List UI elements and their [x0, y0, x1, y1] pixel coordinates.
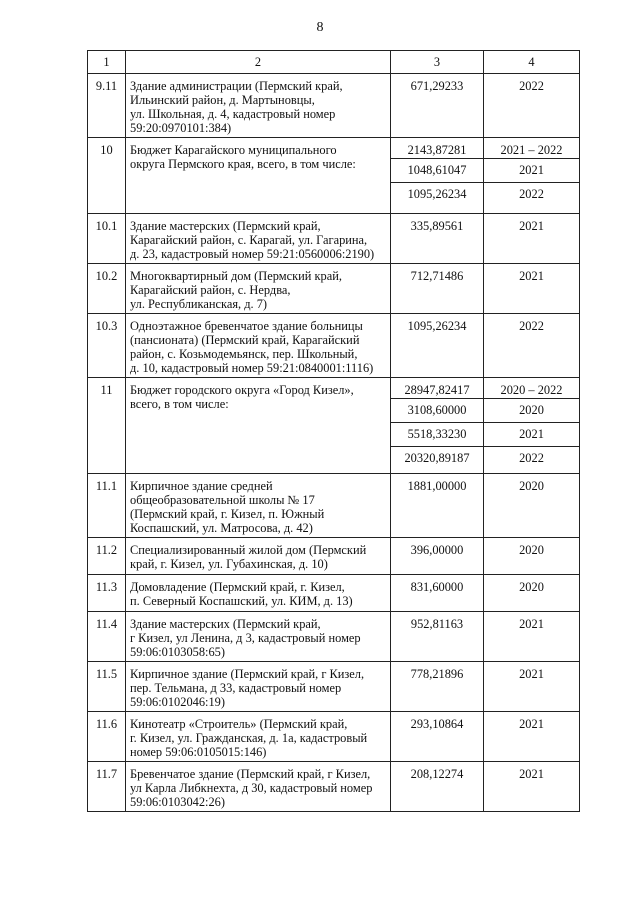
- table-row: [88, 538, 580, 575]
- object-description: Многоквартирный дом (Пермский край, Карагайский район, с. Нердва, ул. Республиканская, д. 7): [126, 264, 391, 314]
- year-cell: 2021: [484, 762, 580, 812]
- year-cell: 2021: [484, 712, 580, 762]
- year-cell: [484, 378, 580, 474]
- object-description: Здание администрации (Пермский край, Ильинский район, д. Мартыновцы, ул. Школьная, д. 4, кадастровый номер 59:20:0970101:384): [126, 74, 391, 138]
- table-header-row: [88, 51, 580, 74]
- amount-cell: 208,12274: [391, 762, 484, 812]
- table-row: [88, 264, 580, 314]
- year-cell: 2021: [484, 612, 580, 662]
- year-value: 2022: [484, 182, 579, 206]
- year-cell: 2021: [484, 264, 580, 314]
- header-cell: 2: [126, 51, 391, 74]
- row-number: 11.4: [88, 612, 126, 662]
- header-cell: 1: [88, 51, 126, 74]
- row-number: 11.3: [88, 575, 126, 612]
- row-number: 10.1: [88, 214, 126, 264]
- amount-cell: 293,10864: [391, 712, 484, 762]
- table-row: [88, 214, 580, 264]
- table-row: [88, 378, 580, 474]
- table-row: [88, 575, 580, 612]
- object-description: Бюджет Карагайского муниципального округа Пермского края, всего, в том числе:: [126, 138, 391, 214]
- amount-value: 2143,87281: [407, 143, 467, 157]
- year-value: 2021: [484, 158, 579, 182]
- amount-cell: 1881,00000: [391, 474, 484, 538]
- year-cell: 2020: [484, 575, 580, 612]
- row-number: 11.2: [88, 538, 126, 575]
- object-description: Здание мастерских (Пермский край, Карагайский район, с. Карагай, ул. Гагарина, д. 23, кадастровый номер 59:21:0560006:2190): [126, 214, 391, 264]
- table-row: [88, 712, 580, 762]
- page-number: 8: [316, 20, 324, 35]
- row-number: 11.5: [88, 662, 126, 712]
- amount-cell: 396,00000: [391, 538, 484, 575]
- row-number: 11.1: [88, 474, 126, 538]
- amount-cell: 1095,26234: [391, 314, 484, 378]
- amount-value: 28947,82417: [404, 383, 470, 397]
- object-description: Бюджет городского округа «Город Кизел», всего, в том числе:: [126, 378, 391, 474]
- table-row: [88, 474, 580, 538]
- row-number: 11.6: [88, 712, 126, 762]
- table-row: [88, 74, 580, 138]
- row-number: 11: [88, 378, 126, 474]
- year-cell: 2022: [484, 314, 580, 378]
- object-description: Домовладение (Пермский край, г. Кизел, п. Северный Коспашский, ул. КИМ, д. 13): [126, 575, 391, 612]
- row-number: 10.2: [88, 264, 126, 314]
- row-number: 11.7: [88, 762, 126, 812]
- header-cell: 4: [484, 51, 580, 74]
- amount-cell: [391, 138, 484, 214]
- object-description: Бревенчатое здание (Пермский край, г Кизел, ул Карла Либкнехта, д 30, кадастровый номер 59:06:0103042:26): [126, 762, 391, 812]
- amount-cell: 335,89561: [391, 214, 484, 264]
- amount-cell: 712,71486: [391, 264, 484, 314]
- object-description: Здание мастерских (Пермский край, г Кизел, ул Ленина, д 3, кадастровый номер 59:06:0103058:65): [126, 612, 391, 662]
- amount-cell: 831,60000: [391, 575, 484, 612]
- year-value: 2021: [484, 422, 579, 446]
- row-number: 10: [88, 138, 126, 214]
- amount-cell: [391, 378, 484, 474]
- object-description: Кирпичное здание (Пермский край, г Кизел, пер. Тельмана, д 33, кадастровый номер 59:06:0102046:19): [126, 662, 391, 712]
- header-cell: 3: [391, 51, 484, 74]
- amount-value: 3108,60000: [391, 398, 483, 422]
- amount-cell: 778,21896: [391, 662, 484, 712]
- year-cell: [484, 138, 580, 214]
- row-number: 9.11: [88, 74, 126, 138]
- year-cell: 2021: [484, 662, 580, 712]
- year-cell: 2020: [484, 538, 580, 575]
- property-table: [87, 50, 580, 812]
- table-row: [88, 314, 580, 378]
- amount-cell: 671,29233: [391, 74, 484, 138]
- year-cell: 2021: [484, 214, 580, 264]
- year-value: 2020 – 2022: [500, 383, 563, 397]
- year-cell: 2022: [484, 74, 580, 138]
- table-row: [88, 138, 580, 214]
- object-description: Одноэтажное бревенчатое здание больницы (пансионата) (Пермский край, Карагайский район, с. Козьмодемьянск, пер. Школьный, д. 10, кадастровый номер 59:21:0840001:1116): [126, 314, 391, 378]
- amount-value: 5518,33230: [391, 422, 483, 446]
- table-row: [88, 662, 580, 712]
- year-value: 2021 – 2022: [500, 143, 563, 157]
- year-value: 2022: [484, 446, 579, 470]
- amount-value: 1048,61047: [391, 158, 483, 182]
- object-description: Кирпичное здание средней общеобразовательной школы № 17 (Пермский край, г. Кизел, п. Южный Коспашский, ул. Матросова, д. 42): [126, 474, 391, 538]
- object-description: Специализированный жилой дом (Пермский край, г. Кизел, ул. Губахинская, д. 10): [126, 538, 391, 575]
- table-row: [88, 762, 580, 812]
- row-number: 10.3: [88, 314, 126, 378]
- object-description: Кинотеатр «Строитель» (Пермский край, г. Кизел, ул. Гражданская, д. 1а, кадастровый номер 59:06:0105015:146): [126, 712, 391, 762]
- year-value: 2020: [484, 398, 579, 422]
- year-cell: 2020: [484, 474, 580, 538]
- amount-value: 20320,89187: [391, 446, 483, 470]
- amount-cell: 952,81163: [391, 612, 484, 662]
- amount-value: 1095,26234: [391, 182, 483, 206]
- table-row: [88, 612, 580, 662]
